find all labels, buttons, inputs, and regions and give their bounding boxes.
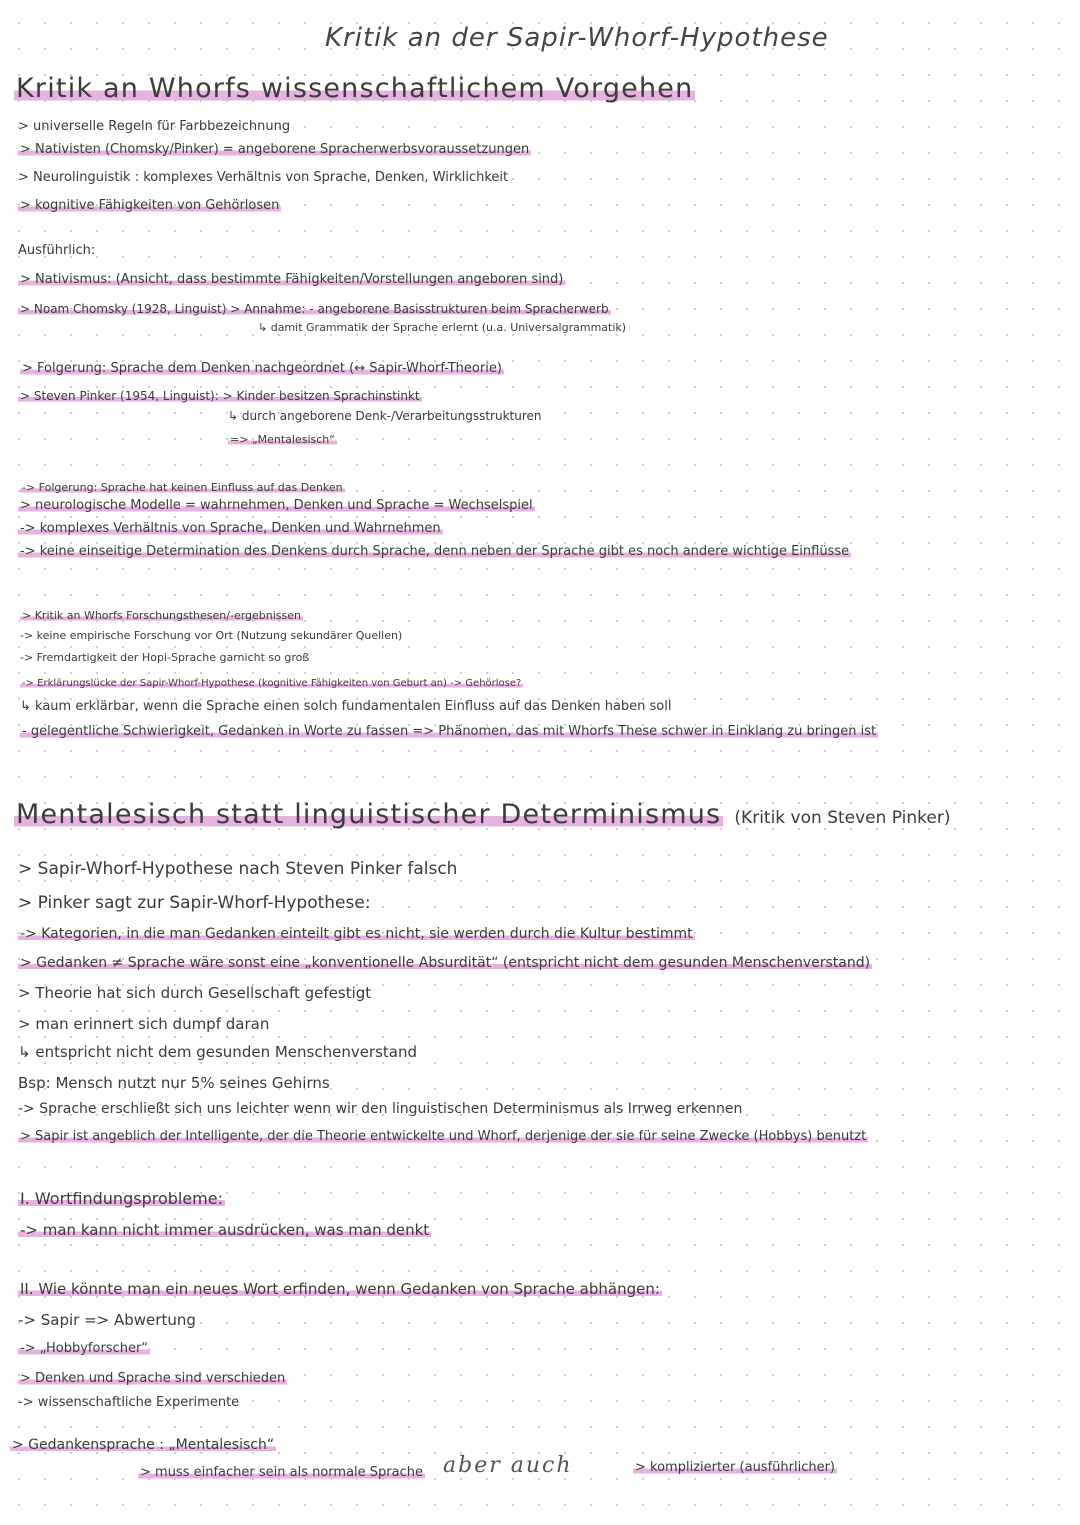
bullet-item: > kognitive Fähigkeiten von Gehörlosen — [20, 198, 280, 213]
komplizierter-line: > komplizierter (ausführlicher) — [635, 1460, 836, 1475]
pinker-sub: ↳ durch angeborene Denk-/Verarbeitungsstrukturen — [228, 409, 542, 423]
einseitig-line: -> keine einseitige Determination des Denkens durch Sprache, denn neben der Sprache gibt es noch andere wichtige Einflüsse — [20, 544, 850, 559]
section-heading-mentalesisch — [14, 800, 951, 830]
neues-wort-item: > Denken und Sprache sind verschieden — [20, 1371, 286, 1386]
critique-line: -> Kategorien, in die man Gedanken einteilt gibt es nicht, sie werden durch die Kultur bestimmt — [20, 926, 693, 942]
critique-line: > Gedanken ≠ Sprache wäre sonst eine „konventionelle Absurdität“ (entspricht nicht dem gesunden Menschenverstand) — [20, 955, 871, 971]
critique-line: -> Sprache erschließt sich uns leichter wenn wir den linguistischen Determinismus als Irrweg erkennen — [18, 1101, 743, 1117]
neues-wort-item: -> wissenschaftliche Experimente — [18, 1395, 240, 1410]
pinker-mentalesisch: => „Mentalesisch“ — [230, 433, 335, 446]
heading-text: Mentalesisch statt linguistischer Determinismus — [16, 799, 722, 830]
critique-line: ↳ entspricht nicht dem gesunden Menschenverstand — [18, 1043, 418, 1061]
pinker-line: > Steven Pinker (1954, Linguist): > Kinder besitzen Sprachinstinkt — [20, 389, 420, 403]
aber-auch-text: aber auch — [443, 1453, 573, 1478]
heading-suffix: (Kritik von Steven Pinker) — [734, 808, 951, 828]
bullet-item: > Nativisten (Chomsky/Pinker) = angeborene Spracherwerbsvoraussetzungen — [20, 142, 530, 157]
neues-wort-label: II. Wie könnte man ein neues Wort erfinden, wenn Gedanken von Sprache abhängen: — [20, 1280, 660, 1298]
folgerung-line: > Folgerung: Sprache dem Denken nachgeordnet (↔ Sapir-Whorf-Theorie) — [22, 361, 502, 376]
neues-wort-item: -> „Hobbyforscher“ — [20, 1341, 149, 1356]
chomsky-line: > Noam Chomsky (1928, Linguist) > Annahme: - angeborene Basisstrukturen beim Spracherwerb — [20, 302, 609, 316]
critique-line: > man erinnert sich dumpf daran — [18, 1015, 270, 1033]
kritik-item: -> keine empirische Forschung vor Ort (Nutzung sekundärer Quellen) — [20, 629, 403, 642]
critique-line: > Sapir-Whorf-Hypothese nach Steven Pinker falsch — [18, 859, 458, 879]
critique-line: Bsp: Mensch nutzt nur 5% seines Gehirns — [18, 1074, 330, 1092]
bullet-item: > Neurolinguistik : komplexes Verhältnis von Sprache, Denken, Wirklichkeit — [18, 170, 509, 185]
critique-line: > Pinker sagt zur Sapir-Whorf-Hypothese: — [18, 893, 371, 913]
wortfindung-label: I. Wortfindungsprobleme: — [20, 1189, 223, 1208]
critique-line: > Theorie hat sich durch Gesellschaft gefestigt — [18, 984, 372, 1002]
kritik-item: -> Erklärungslücke der Sapir-Whorf-Hypothese (kognitive Fähigkeiten von Geburt an) -> Gehörlose? — [22, 678, 522, 689]
section-heading-criticism: Kritik an Whorfs wissenschaftlichem Vorgehen — [16, 73, 694, 104]
nativismus-line: > Nativismus: (Ansicht, dass bestimmte Fähigkeiten/Vorstellungen angeboren sind) — [20, 272, 564, 287]
kritik-item: -> Fremdartigkeit der Hopi-Sprache garnicht so groß — [20, 651, 310, 664]
kritik-item: ↳ kaum erklärbar, wenn die Sprache einen solch fundamentalen Einfluss auf das Denken haben soll — [20, 699, 672, 714]
ausfuehrlich-label: Ausführlich: — [18, 243, 96, 258]
gedankensprache-line: > Gedankensprache : „Mentalesisch“ — [12, 1437, 275, 1453]
bullet-item: > universelle Regeln für Farbbezeichnung — [18, 119, 291, 134]
folgerung-2: -> Folgerung: Sprache hat keinen Einfluss auf das Denken — [22, 481, 343, 494]
kritik-item: - gelegentliche Schwierigkeit, Gedanken in Worte zu fassen => Phänomen, das mit Whorfs These schwer in Einklang zu bringen ist — [22, 724, 877, 739]
wortfindung-item: -> man kann nicht immer ausdrücken, was man denkt — [20, 1221, 430, 1239]
chomsky-sub: ↳ damit Grammatik der Sprache erlernt (u.a. Universalgrammatik) — [258, 321, 627, 334]
neues-wort-item: -> Sapir => Abwertung — [18, 1311, 196, 1329]
komplex-line: -> komplexes Verhältnis von Sprache, Denken und Wahrnehmen — [20, 521, 441, 536]
kritik-label: > Kritik an Whorfs Forschungsthesen/-ergebnissen — [22, 609, 302, 622]
einfacher-line: > muss einfacher sein als normale Sprache — [140, 1465, 423, 1480]
neuro-line: > neurologische Modelle = wahrnehmen, Denken und Sprache = Wechselspiel — [20, 498, 533, 513]
page-title: Kritik an der Sapir-Whorf-Hypothese — [325, 23, 829, 53]
critique-line: > Sapir ist angeblich der Intelligente, der die Theorie entwickelte und Whorf, derjenige der sie für seine Zwecke (Hobbys) benutzt — [20, 1129, 867, 1144]
